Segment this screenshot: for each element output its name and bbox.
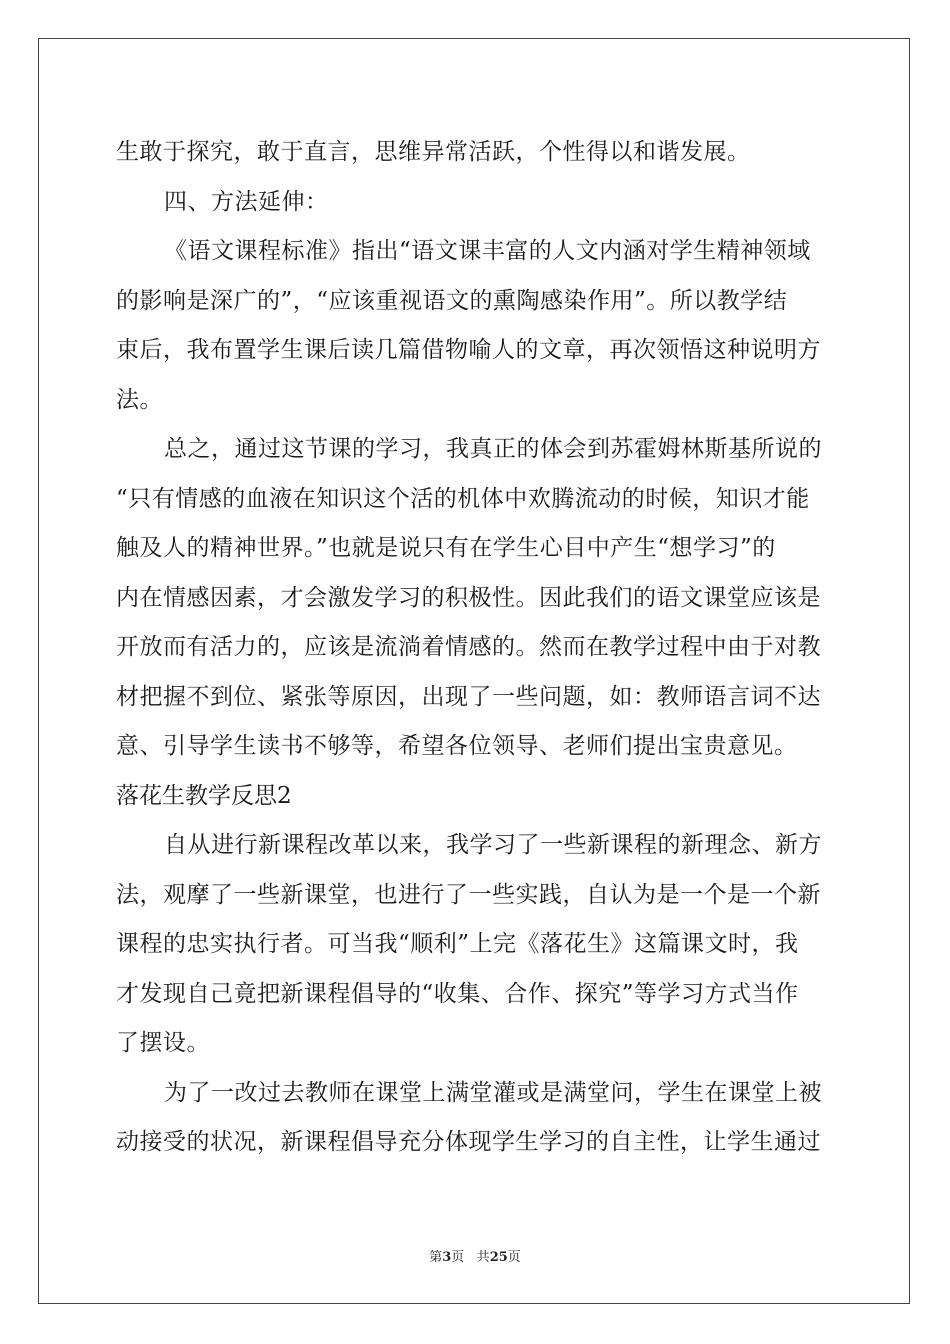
total-prefix: 共 [476,1250,490,1265]
section-heading: 落花生教学反思2 [116,782,292,809]
text-line: 四、方法延伸： [164,188,329,215]
text-line: 束后，我布置学生课后读几篇借物喻人的文章，再次领悟这种说明方 [116,337,821,363]
text-line: 的影响是深广的”，“应该重视语文的熏陶感染作用”。所以教学结 [116,287,788,314]
text-line: 触及人的精神世界。”也就是说只有在学生心目中产生“想学习”的 [116,535,776,561]
text-line: 《语文课程标准》指出“语文课丰富的人文内涵对学生精神领域 [164,238,811,264]
text-line: 总之，通过这节课的学习，我真正的体会到苏霍姆林斯基所说的 [164,436,822,462]
text-line: 材把握不到位、紧张等原因，出现了一些问题，如：教师语言词不达 [116,683,821,710]
text-line: 为了一改过去教师在课堂上满堂灌或是满堂问，学生在课堂上被 [164,1079,822,1106]
page-footer [0,1246,950,1265]
text-line: 动接受的状况，新课程倡导充分体现学生学习的自主性，让学生通过 [116,1129,821,1155]
text-line: 意、引导学生读书不够等，希望各位领导、老师们提出宝贵意见。 [116,733,798,759]
text-line: 内在情感因素，才会激发学习的积极性。因此我们的语文课堂应该是 [116,584,821,611]
text-line: 自从进行新课程改革以来，我学习了一些新课程的新理念、新方 [164,832,822,858]
text-line: 了摆设。 [116,1030,210,1056]
text-line: 才发现自己竟把新课程倡导的“收集、合作、探究”等学习方式当作 [116,980,799,1007]
page-suffix: 页 [451,1250,465,1265]
page-number: 3 [442,1250,452,1265]
page-prefix: 第 [429,1250,443,1265]
text-line: “只有情感的血液在知识这个活的机体中欢腾流动的时候，知识才能 [116,485,810,512]
document-body [116,128,836,1168]
text-line: 开放而有活力的，应该是流淌着情感的。然而在教学过程中由于对教 [116,634,821,660]
text-line: 法，观摩了一些新课堂，也进行了一些实践，自认为是一个是一个新 [116,881,821,908]
total-suffix: 页 [507,1250,521,1265]
text-line: 法。 [116,386,163,413]
total-pages: 25 [489,1250,508,1265]
text-line: 课程的忠实执行者。可当我“顺利”上完《落花生》这篇课文时，我 [116,931,799,957]
text-line: 生敢于探究，敢于直言，思维异常活跃，个性得以和谐发展。 [116,139,751,165]
